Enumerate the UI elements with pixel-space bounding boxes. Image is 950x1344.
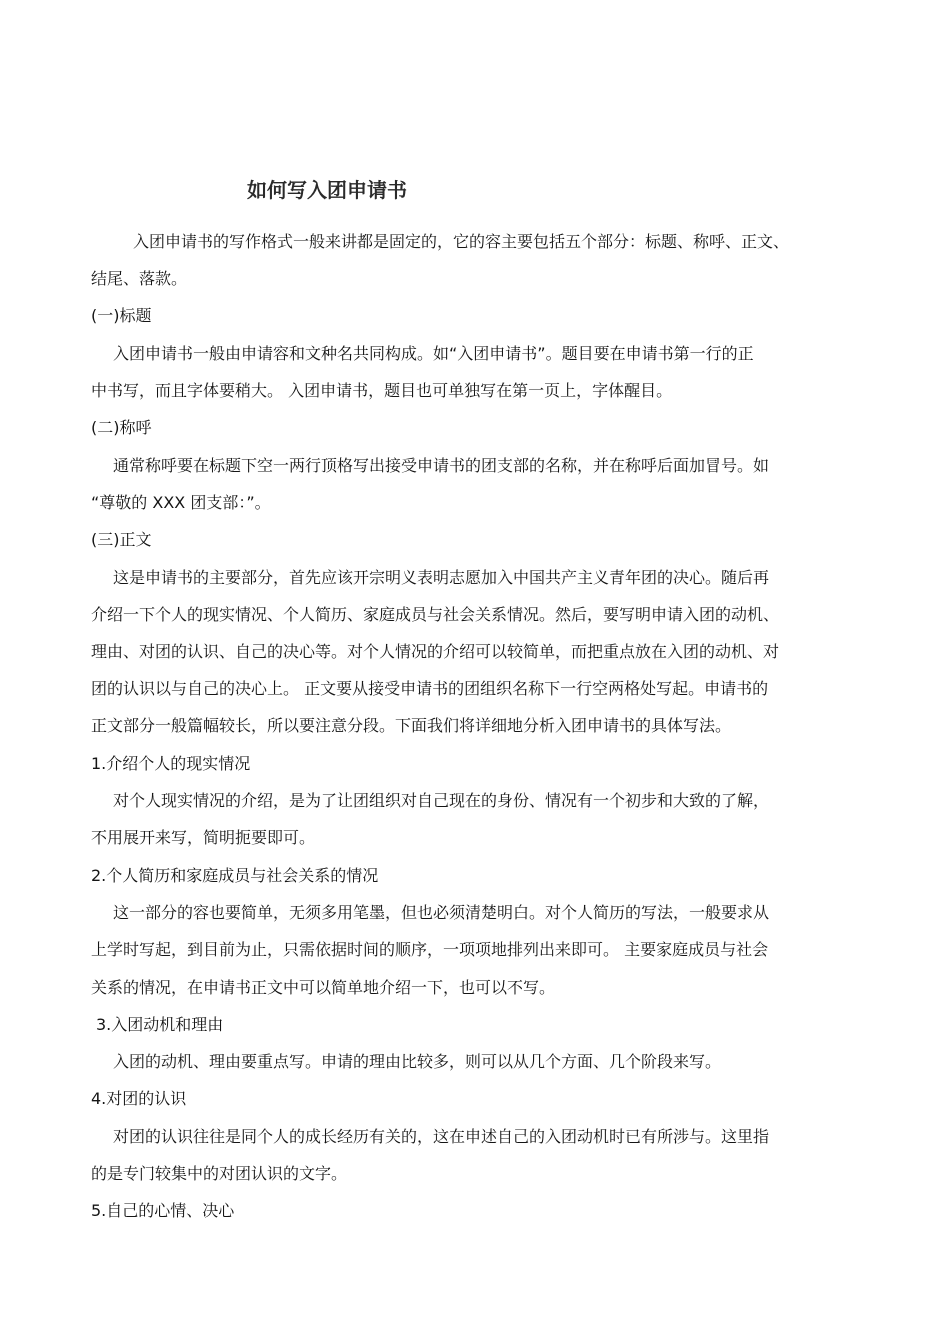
paragraph-line: 理由、对团的认识、自己的决心等。对个人情况的介绍可以较简单，而把重点放在入团的动机、对 [91,642,780,661]
paragraph-line: 介绍一下个人的现实情况、个人简历、家庭成员与社会关系情况。然后，要写明申请入团的动机、 [91,605,780,624]
paragraph-line: “尊敬的 XXX 团支部：”。 [91,493,271,512]
subsection-heading: 4.对团的认识 [91,1089,187,1108]
subsection-heading: 1.介绍个人的现实情况 [91,754,251,773]
paragraph-line: 这是申请书的主要部分，首先应该开宗明义表明志愿加入中国共产主义青年团的决心。随后再 [113,568,770,587]
paragraph-line: 关系的情况，在申请书正文中可以简单地介绍一下，也可以不写。 [91,978,556,997]
paragraph-line: 入团申请书的写作格式一般来讲都是固定的，它的容主要包括五个部分：标题、称呼、正文、 [133,232,790,251]
paragraph-line: 入团的动机、理由要重点写。申请的理由比较多，则可以从几个方面、几个阶段来写。 [113,1052,722,1071]
section-heading: (三)正文 [91,530,152,549]
section-heading: (二)称呼 [91,418,152,437]
subsection-heading: 3.入团动机和理由 [96,1015,224,1034]
paragraph-line: 结尾、落款。 [91,269,188,288]
paragraph-line: 通常称呼要在标题下空一两行顶格写出接受申请书的团支部的名称，并在称呼后面加冒号。如 [113,456,770,475]
paragraph-line: 正文部分一般篇幅较长，所以要注意分段。下面我们将详细地分析入团申请书的具体写法。 [91,716,732,735]
subsection-heading: 2.个人简历和家庭成员与社会关系的情况 [91,866,379,885]
document-title: 如何写入团申请书 [247,178,407,202]
subsection-heading: 5.自己的心情、决心 [91,1201,235,1220]
paragraph-line: 入团申请书一般由申请容和文种名共同构成。如“入团申请书”。题目要在申请书第一行的正 [113,344,754,363]
paragraph-line: 这一部分的容也要简单，无须多用笔墨，但也必须清楚明白。对个人简历的写法，一般要求从 [113,903,770,922]
paragraph-line: 对团的认识往往是同个人的成长经历有关的，这在申述自己的入团动机时已有所涉与。这里指 [113,1127,770,1146]
paragraph-line: 上学时写起，到目前为止，只需依据时间的顺序，一项项地排列出来即可。 主要家庭成员与社会 [91,940,769,959]
paragraph-line: 对个人现实情况的介绍，是为了让团组织对自己现在的身份、情况有一个初步和大致的了解， [113,791,770,810]
paragraph-line: 的是专门较集中的对团认识的文字。 [91,1164,348,1183]
paragraph-line: 不用展开来写，简明扼要即可。 [91,828,316,847]
paragraph-line: 团的认识以与自己的决心上。 正文要从接受申请书的团组织名称下一行空两格处写起。申请书的 [91,679,769,698]
paragraph-line: 中书写，而且字体要稍大。 入团申请书，题目也可单独写在第一页上，字体醒目。 [91,381,673,400]
section-heading: (一)标题 [91,306,152,325]
